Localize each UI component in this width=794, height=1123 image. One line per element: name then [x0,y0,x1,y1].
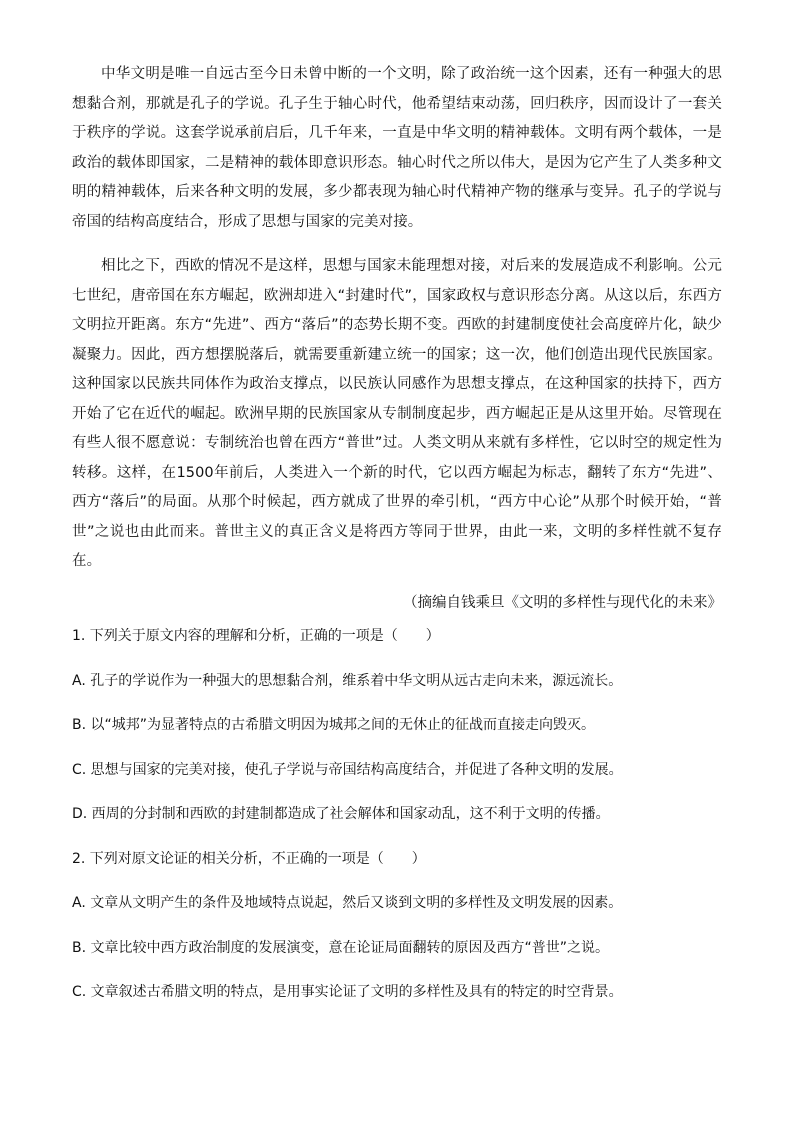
document-page [72,60,722,1027]
question-1-option-a: A. 孔子的学说作为一种强大的思想黏合剂，维系着中华文明从远古走向未来，源远流长。 [72,672,623,689]
passage-source: （摘编自钱乘旦《文明的多样性与现代化的未来》 [403,594,722,611]
question-2-option-b: B. 文章比较中西方政治制度的发展演变，意在论证局面翻转的原因及西方“普世”之说。 [72,939,610,956]
passage-paragraph-2: 相比之下，西欧的情况不是这样，思想与国家未能理想对接，对后来的发展造成不利影响。公元七世纪，唐帝国在东方崛起，欧洲却进入“封建时代”，国家政权与意识形态分离。从这以后，东西方文明拉开距离。东方“先进”、西方“落后”的态势长期不变。西欧的封建制度使社会高度碎片化，缺少凝聚力。因此，西方想摆脱落后，就需要重新建立统一的国家；这一次，他们创造出现代民族国家。这种国家以民族共同体作为政治支撑点，以民族认同感作为思想支撑点，在这种国家的扶持下，西方开始了它在近代的崛起。欧洲早期的民族国家从专制制度起步，西方崛起正是从这里开始。尽管现在有些人很不愿意说：专制统治也曾在西方“普世”过。人类文明从来就有多样性，它以时空的规定性为转移。这样，在1500年前后，人类进入一个新的时代，它以西方崛起为标志，翻转了东方“先进”、西方“落后”的局面。从那个时候起，西方就成了世界的牵引机，“西方中心论”从那个时候开始，“普世”之说也由此而来。普世主义的真正含义是将西方等同于世界，由此一来，文明的多样性就不复存在。 [72,258,722,569]
passage-paragraph-1: 中华文明是唯一自远古至今日未曾中断的一个文明，除了政治统一这个因素，还有一种强大的思想黏合剂，那就是孔子的学说。孔子生于轴心时代，他希望结束动荡，回归秩序，因而设计了一套关于秩序的学说。这套学说承前启后，几千年来，一直是中华文明的精神载体。文明有两个载体，一是政治的载体即国家，二是精神的载体即意识形态。轴心时代之所以伟大，是因为它产生了人类多种文明的精神载体，后来各种文明的发展，多少都表现为轴心时代精神产物的继承与变异。孔子的学说与帝国的结构高度结合，形成了思想与国家的完美对接。 [72,66,722,230]
question-1-option-d: D. 西周的分封制和西欧的封建制都造成了社会解体和国家动乱，这不利于文明的传播。 [72,806,610,822]
question-2-option-a: A. 文章从文明产生的条件及地域特点说起，然后又谈到文明的多样性及文明发展的因素。 [72,895,623,911]
question-1-option-c: C. 思想与国家的完美对接，使孔子学说与帝国结构高度结合，并促进了各种文明的发展。 [72,761,623,778]
question-1-option-b: B. 以“城邦”为显著特点的古希腊文明因为城邦之间的无休止的征战而直接走向毁灭。 [72,717,596,733]
question-2-option-c: C. 文章叙述古希腊文明的特点，是用事实论证了文明的多样性及具有的特定的时空背景。 [72,984,623,1000]
question-list [72,626,722,1027]
question-1-stem: 1. 下列关于原文内容的理解和分析，正确的一项是（ ） [72,628,440,644]
question-2-stem: 2. 下列对原文论证的相关分析，不正确的一项是（ ） [72,850,426,867]
